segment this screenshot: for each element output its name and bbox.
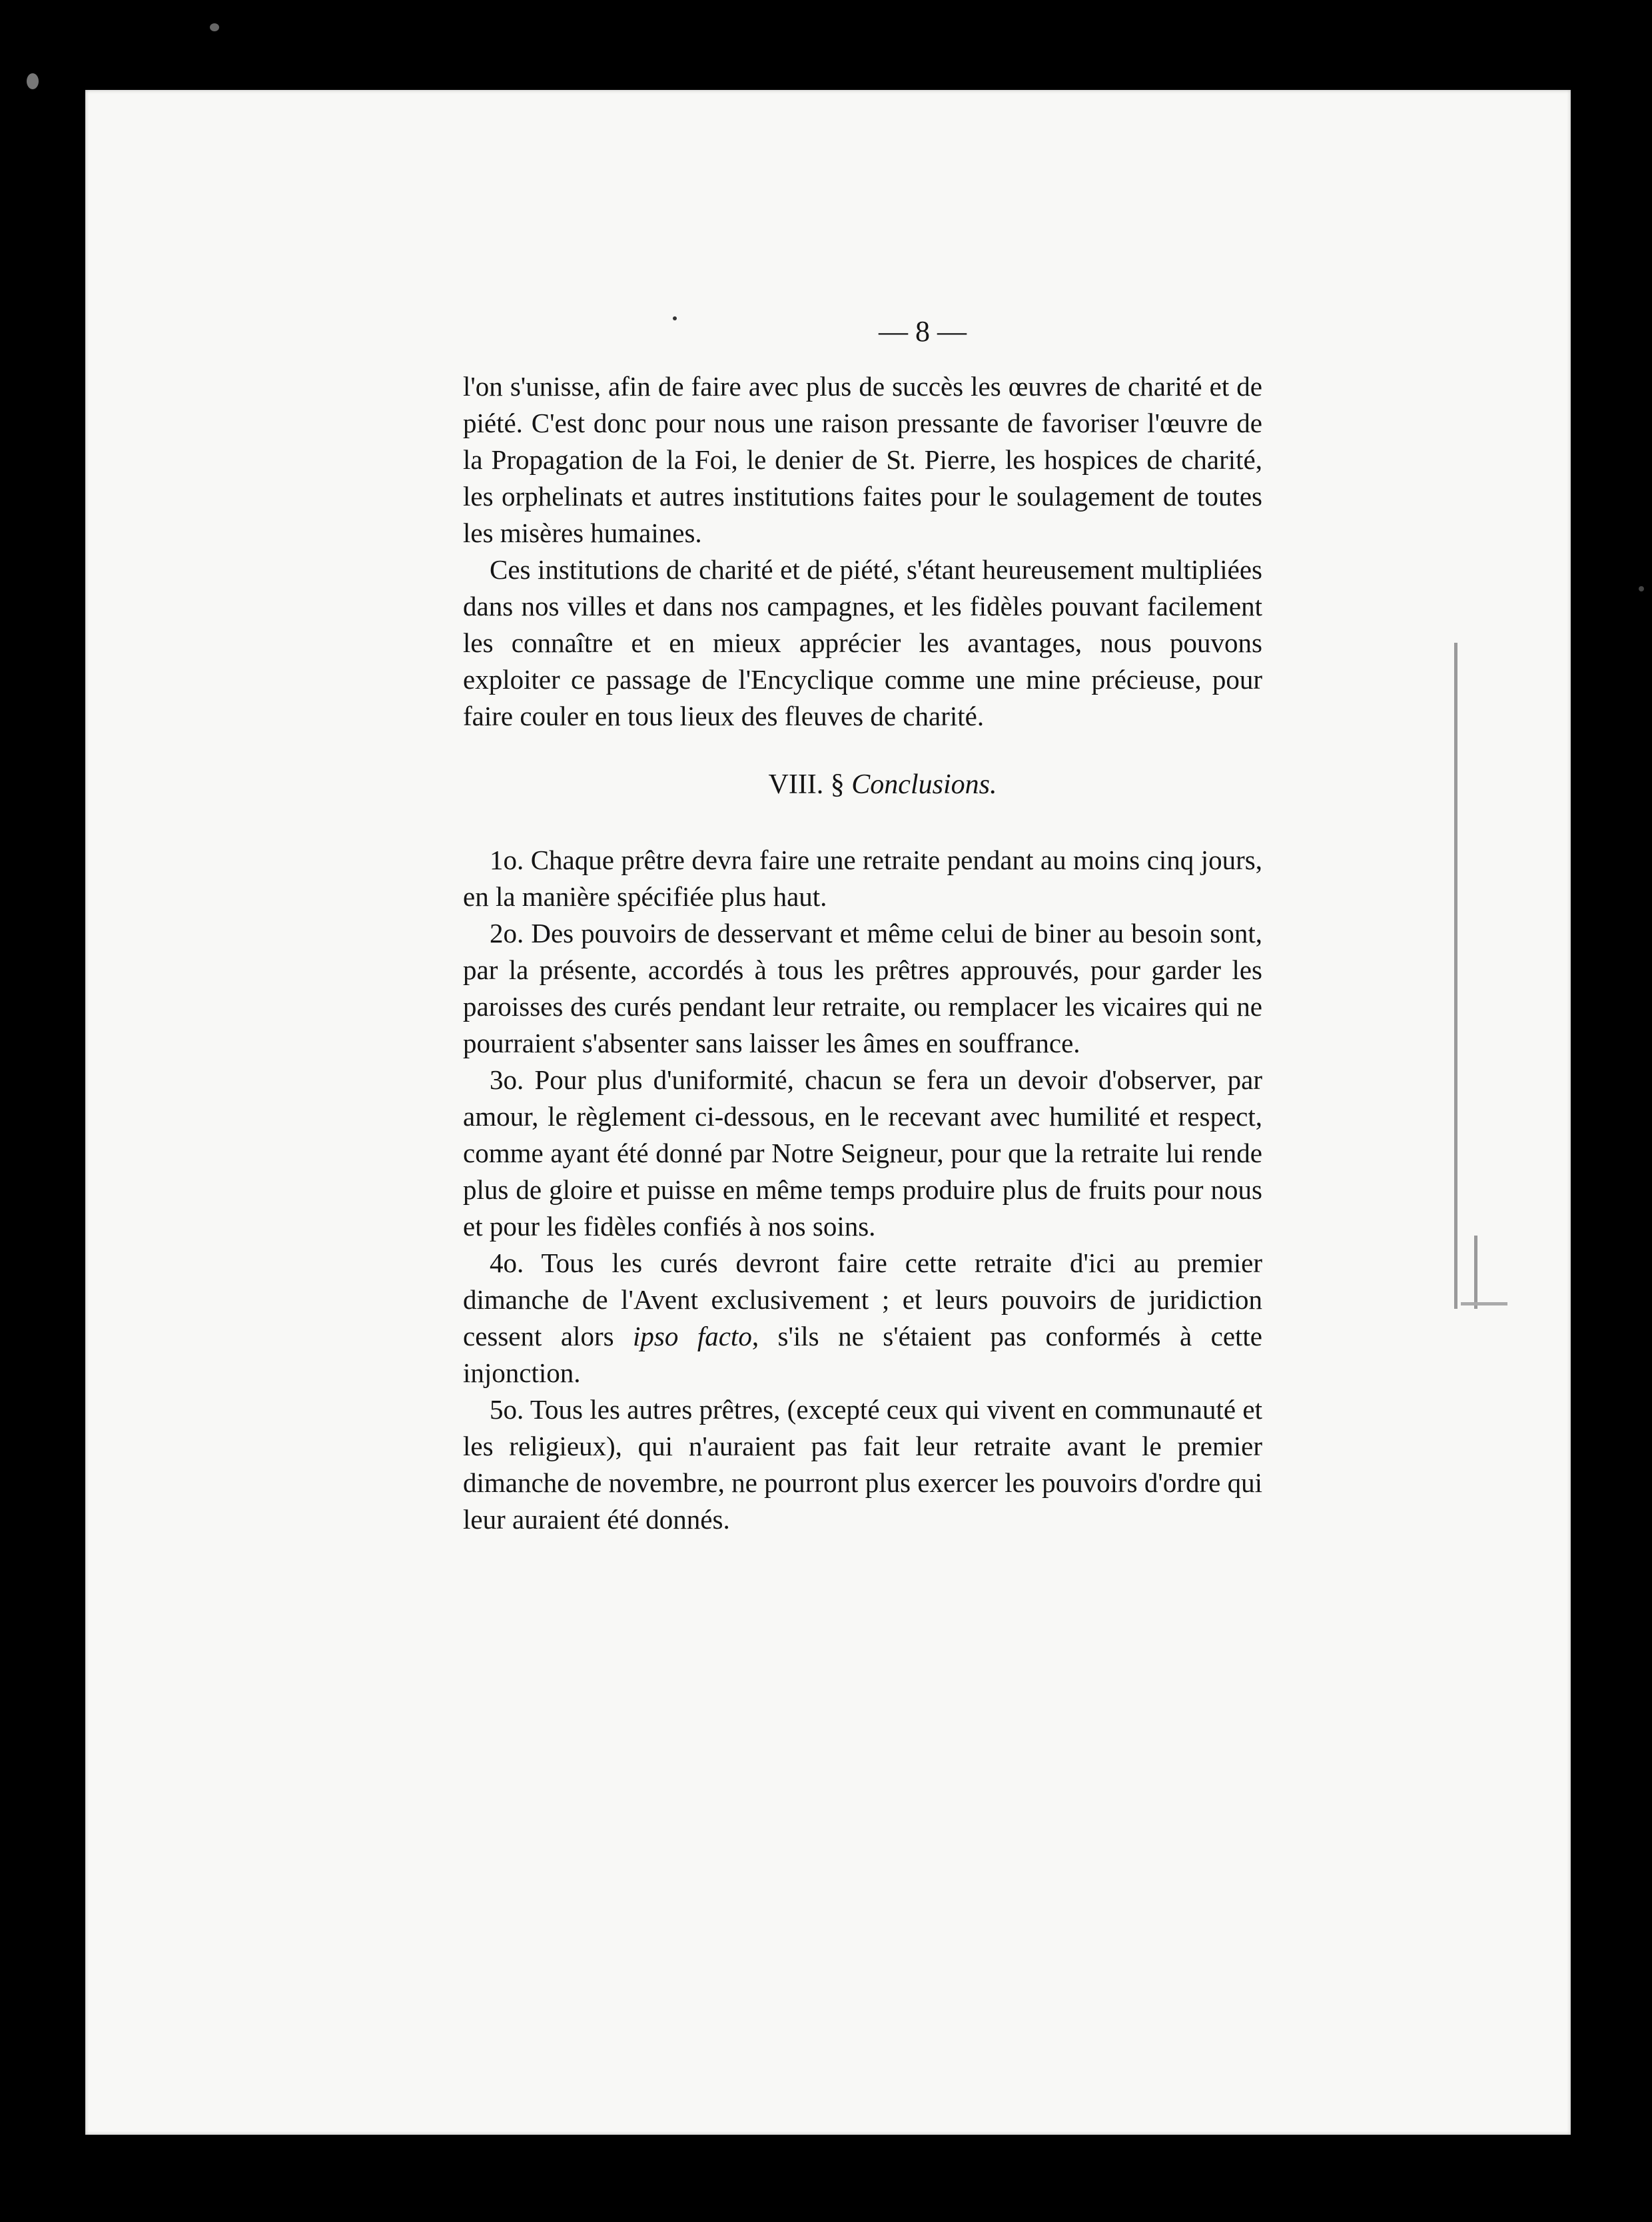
conclusion-text: 4o. Tous les curés devront faire cette retraite d'ici au premier dimanche de l'Avent exclusivement ; et leurs pouvoirs de juridiction cessent alors (463, 1248, 1262, 1351)
body-paragraph: Ces institutions de charité et de piété, s'étant heureusement multipliées dans nos villes et dans nos campagnes, et les fidèles pouvant facilement les connaître et en mieux apprécier les avantages, nous pouvons exploiter ce passage de l'Encyclique comme une mine précieuse, pour faire couler en tous lieux des fleuves de charité. (463, 554, 1262, 731)
margin-pencil-line (1461, 1302, 1507, 1305)
page-number: — 8 — (879, 315, 967, 348)
conclusion-item: 1o. Chaque prêtre devra faire une retraite pendant au moins cinq jours, en la manière spécifiée plus haut. (463, 845, 1262, 912)
conclusion-item (463, 1245, 1262, 1391)
scan-speck (27, 73, 39, 89)
conclusion-item: 3o. Pour plus d'uniformité, chacun se fera un devoir d'observer, par amour, le règlement ci-dessous, en le recevant avec humilité et respect, comme ayant été donné par Notre Seigneur, pour que la retraite lui rende plus de gloire et puisse en même temps produire plus de fruits pour nous et pour les fidèles confiés à nos soins. (463, 1064, 1262, 1242)
scan-speck (1639, 586, 1644, 591)
latin-phrase: ipso facto (633, 1321, 752, 1351)
section-heading (503, 767, 1262, 803)
scan-speck (210, 23, 219, 31)
page-content (463, 313, 1262, 1538)
conclusion-item: 5o. Tous les autres prêtres, (excepté ceux qui vivent en communauté et les religieux), qui n'auraient pas fait leur retraite avant le premier dimanche de novembre, ne pourront plus exercer les pouvoirs d'ordre qui leur auraient été donnés. (463, 1394, 1262, 1535)
margin-pencil-line (1474, 1236, 1477, 1309)
section-number: VIII. § (768, 769, 845, 800)
margin-pencil-line (1454, 643, 1457, 1309)
conclusion-item: 2o. Des pouvoirs de desservant et même celui de biner au besoin sont, par la présente, accordés à tous les prêtres approuvés, pour garder les paroisses des curés pendant leur retraite, ou remplacer les vicaires qui ne pourraient s'absenter sans laisser les âmes en souffrance. (463, 918, 1262, 1058)
body-paragraph: l'on s'unisse, afin de faire avec plus de succès les œuvres de charité et de piété. C'est donc pour nous une raison pressante de favoriser l'œuvre de la Propagation de la Foi, le denier de St. Pierre, les hospices de charité, les orphelinats et autres institutions faites pour le soulagement de toutes les misères humaines. (463, 371, 1262, 548)
conclusion-text: , s'ils ne s'étaient pas conformés à cette injonction. (463, 1321, 1263, 1388)
section-title: Conclusions. (851, 769, 997, 800)
